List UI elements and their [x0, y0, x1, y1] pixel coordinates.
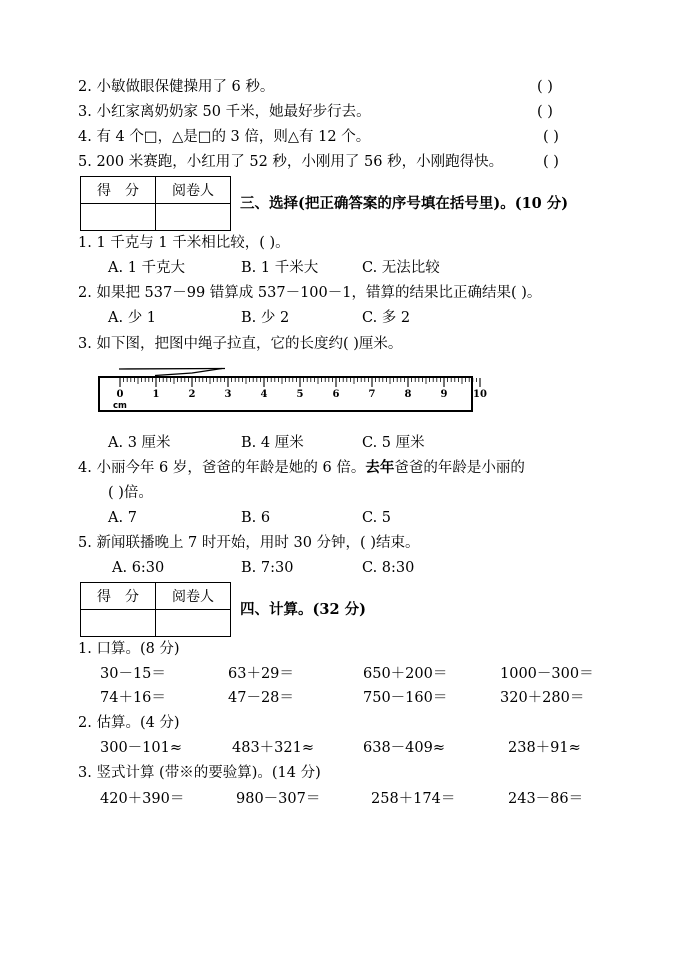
- rope-curve: [155, 369, 222, 376]
- s3-q4-option-c[interactable]: C. 5: [362, 510, 392, 526]
- judge-q5-paren[interactable]: ( ): [543, 154, 559, 170]
- ruler-svg: [97, 362, 487, 416]
- s3-q1-stem: 1. 1 千克与 1 千米相比较，( )。: [78, 235, 290, 251]
- s3-q1-option-c[interactable]: C. 无法比较: [362, 260, 440, 276]
- vertical-item: 243－86＝: [508, 791, 584, 807]
- score-input-cell[interactable]: [81, 204, 156, 231]
- s3-q5-option-c[interactable]: C. 8:30: [362, 560, 415, 576]
- s4-vertical-label: 3. 竖式计算 (带※的要验算)。(14 分): [78, 765, 321, 781]
- section3-title: 三、选择(把正确答案的序号填在括号里)。(10 分): [240, 195, 569, 212]
- s3-q4-option-b[interactable]: B. 6: [241, 510, 271, 526]
- score-label: 得 分: [81, 583, 156, 610]
- estimate-item: 638－409≈: [363, 740, 446, 756]
- s3-q2-stem: 2. 如果把 537－99 错算成 537－100－1，错算的结果比正确结果( )。: [78, 285, 542, 301]
- s3-q4-stem-line2: ( )倍。: [108, 485, 153, 501]
- judge-q4-paren[interactable]: ( ): [543, 129, 559, 145]
- ruler-number-label: 3: [224, 389, 232, 400]
- ruler-number-label: 8: [404, 389, 412, 400]
- judge-q2-paren[interactable]: ( ): [537, 79, 553, 95]
- score-input-cell[interactable]: [81, 610, 156, 637]
- s3-q3-option-b[interactable]: B. 4 厘米: [241, 435, 304, 451]
- reviewer-input-cell[interactable]: [156, 610, 231, 637]
- s3-q4-stem-bold: 去年: [365, 459, 395, 476]
- vertical-item: 258＋174＝: [371, 791, 456, 807]
- s3-q1-option-b[interactable]: B. 1 千米大: [241, 260, 319, 276]
- score-label: 得 分: [81, 177, 156, 204]
- estimate-item: 300－101≈: [100, 740, 183, 756]
- oral-item: 74＋16＝: [100, 690, 166, 706]
- ruler-number-label: 6: [332, 389, 340, 400]
- reviewer-input-cell[interactable]: [156, 204, 231, 231]
- oral-item: 320＋280＝: [500, 690, 585, 706]
- ruler-number-label: 5: [296, 389, 304, 400]
- score-box-section3: [80, 176, 231, 231]
- ruler-number-label: 10: [473, 389, 487, 400]
- ruler-number-label: 2: [188, 389, 196, 400]
- s3-q2-option-a[interactable]: A. 少 1: [108, 310, 157, 326]
- s3-q3-stem: 3. 如下图，把图中绳子拉直，它的长度约( )厘米。: [78, 336, 403, 352]
- s3-q3-option-c[interactable]: C. 5 厘米: [362, 435, 425, 451]
- score-box-section4: [80, 582, 231, 637]
- oral-item: 30－15＝: [100, 666, 166, 682]
- s3-q4-stem-pre: 4. 小丽今年 6 岁，爸爸的年龄是她的 6 倍。: [78, 460, 366, 476]
- judge-q3-paren[interactable]: ( ): [537, 104, 553, 120]
- s4-estimate-label: 2. 估算。(4 分): [78, 715, 180, 731]
- s3-q5-option-a[interactable]: A. 6:30: [112, 560, 165, 576]
- ruler-number-label: 7: [368, 389, 376, 400]
- ruler-number-label: 4: [260, 389, 268, 400]
- estimate-item: 483＋321≈: [232, 740, 315, 756]
- section4-title: 四、计算。(32 分): [240, 601, 366, 618]
- judge-q2: 2. 小敏做眼保健操用了 6 秒。: [78, 79, 275, 95]
- s3-q1-option-a[interactable]: A. 1 千克大: [108, 260, 186, 276]
- ruler-figure: [97, 362, 487, 416]
- vertical-item: 420＋390＝: [100, 791, 185, 807]
- reviewer-label: 阅卷人: [156, 583, 231, 610]
- judge-q5: 5. 200 米赛跑，小红用了 52 秒，小刚用了 56 秒，小刚跑得快。: [78, 154, 504, 170]
- s4-oral-label: 1. 口算。(8 分): [78, 641, 180, 657]
- ruler-number-label: 0: [116, 389, 124, 400]
- oral-item: 63＋29＝: [228, 666, 294, 682]
- oral-item: 47－28＝: [228, 690, 294, 706]
- s3-q2-option-b[interactable]: B. 少 2: [241, 310, 290, 326]
- s3-q3-option-a[interactable]: A. 3 厘米: [108, 435, 171, 451]
- ruler-unit-label: cm: [113, 401, 127, 411]
- s3-q5-stem: 5. 新闻联播晚上 7 时开始，用时 30 分钟，( )结束。: [78, 535, 420, 551]
- oral-item: 750－160＝: [363, 690, 448, 706]
- vertical-item: 980－307＝: [236, 791, 321, 807]
- s3-q5-option-b[interactable]: B. 7:30: [241, 560, 294, 576]
- reviewer-label: 阅卷人: [156, 177, 231, 204]
- rope-line: [119, 369, 225, 370]
- ruler-number-label: 9: [440, 389, 448, 400]
- estimate-item: 238＋91≈: [508, 740, 581, 756]
- s3-q4-option-a[interactable]: A. 7: [108, 510, 137, 526]
- judge-q4: 4. 有 4 个□，△是□的 3 倍，则△有 12 个。: [78, 129, 371, 145]
- s3-q2-option-c[interactable]: C. 多 2: [362, 310, 411, 326]
- judge-q3: 3. 小红家离奶奶家 50 千米，她最好步行去。: [78, 104, 371, 120]
- s3-q4-stem-post: 爸爸的年龄是小丽的: [394, 460, 525, 476]
- s3-q4-stem: [78, 461, 525, 476]
- oral-item: 650＋200＝: [363, 666, 448, 682]
- oral-item: 1000－300＝: [500, 666, 594, 682]
- ruler-number-label: 1: [152, 389, 160, 400]
